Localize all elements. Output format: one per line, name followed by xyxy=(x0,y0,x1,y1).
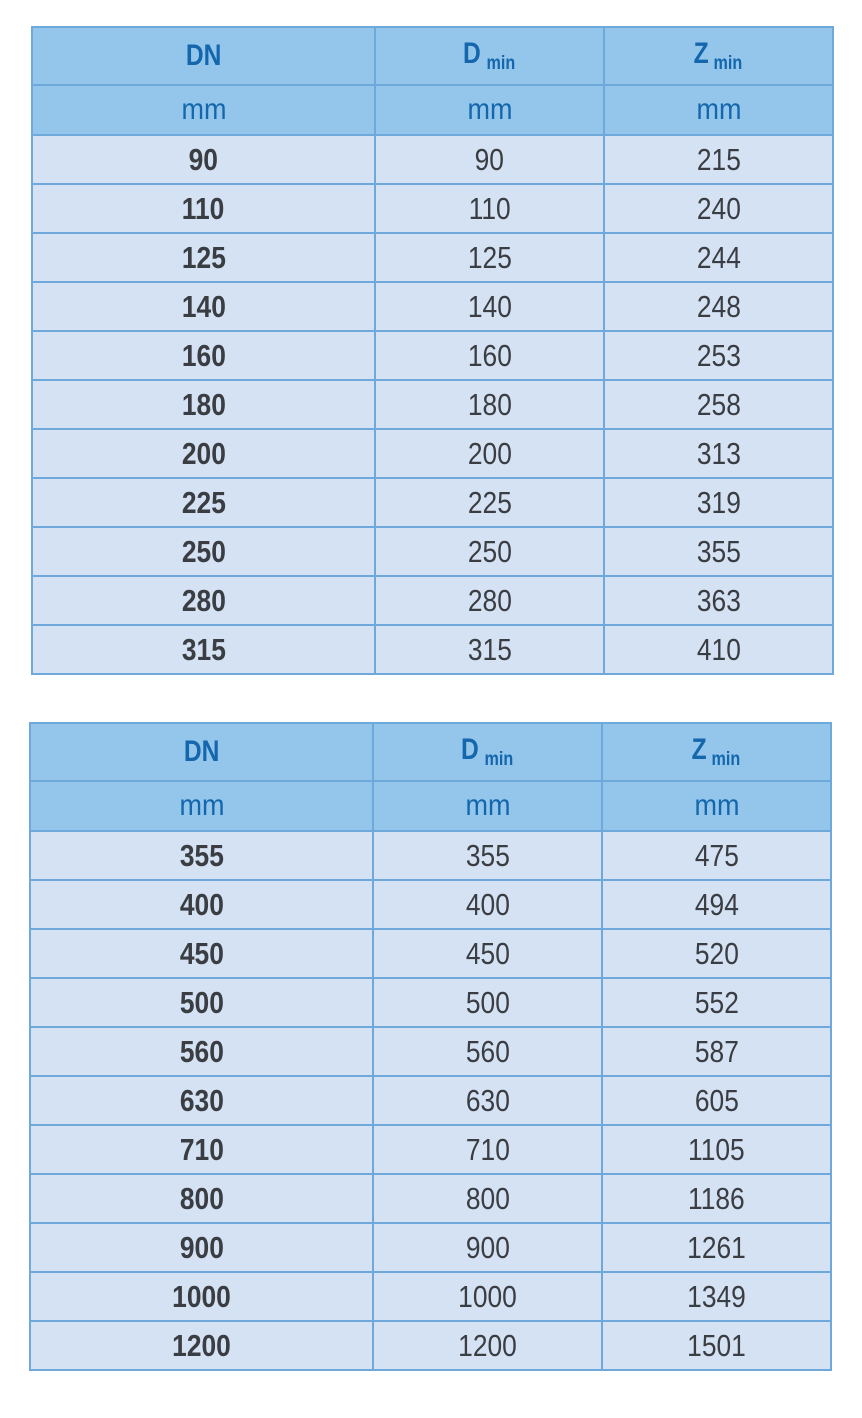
cell-d-min: 225 xyxy=(375,478,604,527)
cell-dn: 450 xyxy=(30,929,373,978)
cell-d-min: 250 xyxy=(375,527,604,576)
cell-z-min: 494 xyxy=(602,880,831,929)
header-dn: DN xyxy=(32,27,375,85)
cell-dn: 315 xyxy=(32,625,375,674)
header-d-min: D $_{min}$ xyxy=(375,27,604,85)
cell-z-min: 410 xyxy=(604,625,833,674)
unit-row xyxy=(30,781,831,831)
cell-d-min: 500 xyxy=(373,978,602,1027)
table-row xyxy=(32,527,833,576)
unit-dn: mm xyxy=(30,781,373,831)
cell-z-min: 313 xyxy=(604,429,833,478)
cell-dn: 160 xyxy=(32,331,375,380)
table-row xyxy=(32,625,833,674)
table-row xyxy=(32,331,833,380)
dimensions-table-1 xyxy=(31,26,834,675)
cell-d-min: 630 xyxy=(373,1076,602,1125)
table-row xyxy=(30,1223,831,1272)
unit-d-min: mm xyxy=(375,85,604,135)
cell-dn: 900 xyxy=(30,1223,373,1272)
cell-d-min: 800 xyxy=(373,1174,602,1223)
cell-d-min: 710 xyxy=(373,1125,602,1174)
table-row xyxy=(30,929,831,978)
unit-z-min: mm xyxy=(602,781,831,831)
cell-z-min: 605 xyxy=(602,1076,831,1125)
unit-row xyxy=(32,85,833,135)
cell-z-min: 248 xyxy=(604,282,833,331)
cell-d-min: 125 xyxy=(375,233,604,282)
cell-z-min: 1105 xyxy=(602,1125,831,1174)
header-dn: DN xyxy=(30,723,373,781)
header-row xyxy=(32,27,833,85)
cell-z-min: 1186 xyxy=(602,1174,831,1223)
cell-z-min: 475 xyxy=(602,831,831,880)
cell-dn: 200 xyxy=(32,429,375,478)
cell-dn: 90 xyxy=(32,135,375,184)
table-row xyxy=(32,576,833,625)
table-row xyxy=(32,233,833,282)
table-row xyxy=(30,1321,831,1370)
table-row xyxy=(32,282,833,331)
cell-dn: 140 xyxy=(32,282,375,331)
cell-dn: 560 xyxy=(30,1027,373,1076)
dimensions-table-2 xyxy=(29,722,832,1371)
cell-d-min: 1200 xyxy=(373,1321,602,1370)
unit-d-min: mm xyxy=(373,781,602,831)
unit-z-min: mm xyxy=(604,85,833,135)
cell-d-min: 900 xyxy=(373,1223,602,1272)
cell-dn: 355 xyxy=(30,831,373,880)
unit-dn: mm xyxy=(32,85,375,135)
cell-d-min: 355 xyxy=(373,831,602,880)
table-row xyxy=(30,1125,831,1174)
cell-z-min: 355 xyxy=(604,527,833,576)
cell-d-min: 1000 xyxy=(373,1272,602,1321)
header-z-min: Z $_{min}$ xyxy=(604,27,833,85)
cell-dn: 800 xyxy=(30,1174,373,1223)
table-row xyxy=(30,1174,831,1223)
table-body xyxy=(30,831,831,1370)
cell-z-min: 258 xyxy=(604,380,833,429)
cell-dn: 710 xyxy=(30,1125,373,1174)
cell-d-min: 160 xyxy=(375,331,604,380)
table-row xyxy=(32,135,833,184)
cell-z-min: 244 xyxy=(604,233,833,282)
cell-z-min: 1261 xyxy=(602,1223,831,1272)
table-row xyxy=(32,429,833,478)
cell-dn: 630 xyxy=(30,1076,373,1125)
cell-dn: 250 xyxy=(32,527,375,576)
header-d-min: D $_{min}$ xyxy=(373,723,602,781)
header-row xyxy=(30,723,831,781)
table-row xyxy=(32,380,833,429)
cell-z-min: 363 xyxy=(604,576,833,625)
table-row xyxy=(32,184,833,233)
cell-dn: 125 xyxy=(32,233,375,282)
table-row xyxy=(30,831,831,880)
cell-dn: 180 xyxy=(32,380,375,429)
cell-z-min: 253 xyxy=(604,331,833,380)
cell-dn: 400 xyxy=(30,880,373,929)
cell-z-min: 1349 xyxy=(602,1272,831,1321)
cell-dn: 110 xyxy=(32,184,375,233)
table-row xyxy=(30,1027,831,1076)
cell-d-min: 560 xyxy=(373,1027,602,1076)
cell-d-min: 200 xyxy=(375,429,604,478)
table-row xyxy=(32,478,833,527)
table-row xyxy=(30,1272,831,1321)
cell-dn: 280 xyxy=(32,576,375,625)
cell-z-min: 215 xyxy=(604,135,833,184)
header-z-min: Z $_{min}$ xyxy=(602,723,831,781)
cell-d-min: 400 xyxy=(373,880,602,929)
cell-z-min: 552 xyxy=(602,978,831,1027)
cell-dn: 225 xyxy=(32,478,375,527)
cell-d-min: 280 xyxy=(375,576,604,625)
table-body xyxy=(32,135,833,674)
cell-d-min: 180 xyxy=(375,380,604,429)
cell-dn: 500 xyxy=(30,978,373,1027)
cell-z-min: 587 xyxy=(602,1027,831,1076)
cell-z-min: 520 xyxy=(602,929,831,978)
cell-d-min: 90 xyxy=(375,135,604,184)
cell-dn: 1000 xyxy=(30,1272,373,1321)
cell-z-min: 319 xyxy=(604,478,833,527)
cell-d-min: 315 xyxy=(375,625,604,674)
table-row xyxy=(30,978,831,1027)
cell-z-min: 240 xyxy=(604,184,833,233)
cell-d-min: 140 xyxy=(375,282,604,331)
table-row xyxy=(30,880,831,929)
cell-dn: 1200 xyxy=(30,1321,373,1370)
cell-z-min: 1501 xyxy=(602,1321,831,1370)
cell-d-min: 450 xyxy=(373,929,602,978)
cell-d-min: 110 xyxy=(375,184,604,233)
table-row xyxy=(30,1076,831,1125)
